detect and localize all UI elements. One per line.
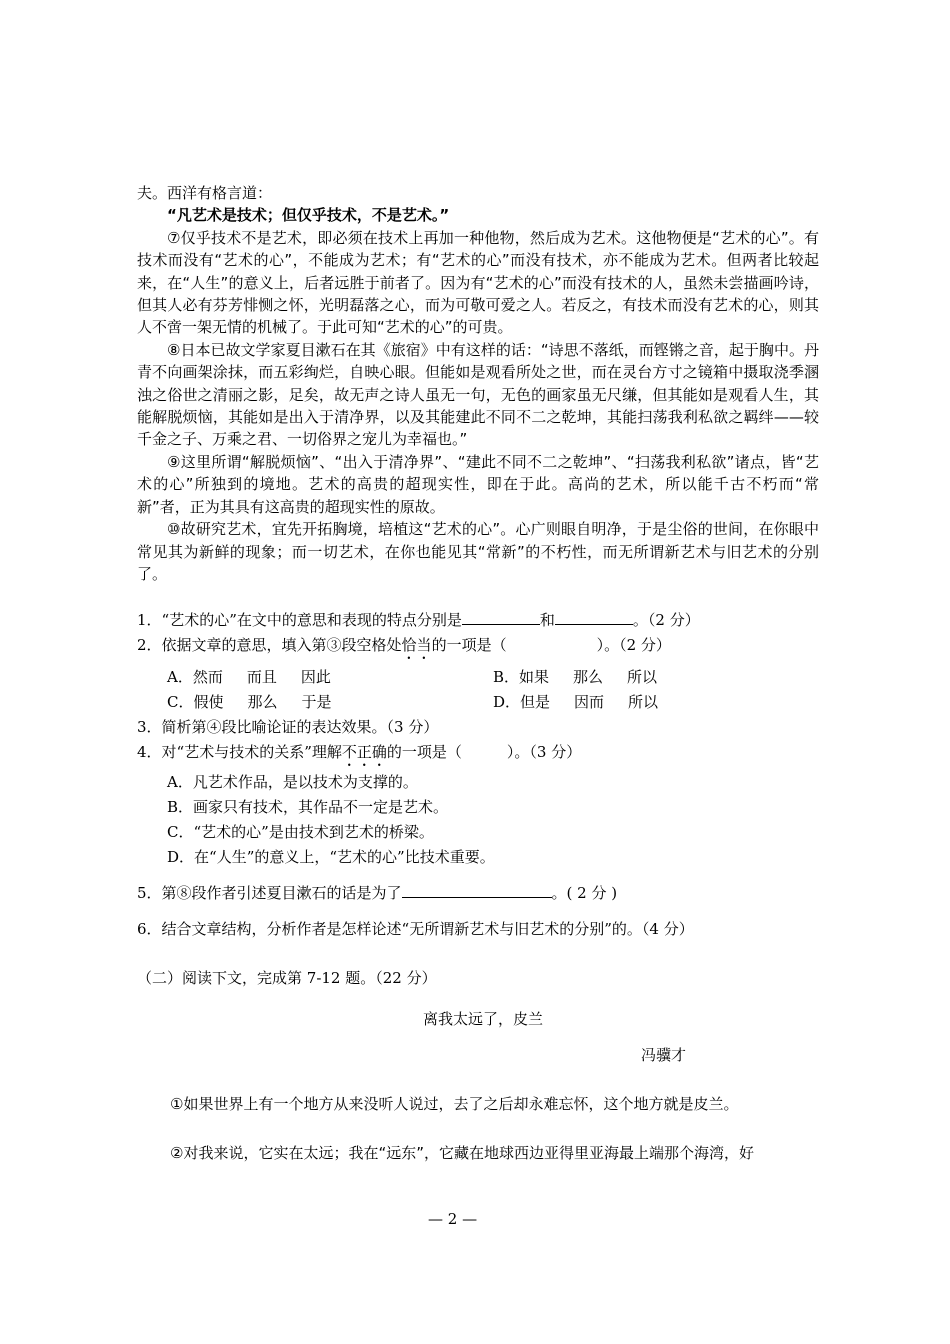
article-title: 离我太远了，皮兰: [423, 1010, 544, 1028]
question-2: [137, 633, 819, 663]
option-4d[interactable]: D．在“人生”的意义上，“艺术的心”比技术重要。: [167, 848, 495, 866]
article-paragraph-1: ①如果世界上有一个地方从来没听人说过，去了之后却永难忘怀，这个地方就是皮兰。: [170, 1095, 739, 1113]
question-1-and: 和: [539, 611, 555, 629]
question-2-text: 2．依据文章的意思，填入第③段空格处: [137, 636, 402, 654]
question-2-score: 的一项是（ ）。（2 分）: [431, 636, 671, 654]
question-5-score: 。( 2 分 ): [551, 884, 618, 902]
paragraph-10: ⑩故研究艺术，宜先开拓胸境，培植这“艺术的心”。心广则眼自明净，于是尘俗的世间，在你眼中常见其为新鲜的现象；而一切艺术，在你也能见其“常新”的不朽性，而无所谓新艺术与旧艺术的分别了。: [137, 520, 819, 583]
question-2-options-row-1: [137, 665, 819, 690]
section-two-heading: （二）阅读下文，完成第 7-12 题。（22 分）: [137, 969, 437, 987]
passage-one: [137, 182, 819, 585]
question-2-options-row-2: [137, 690, 819, 715]
paragraph-9: ⑨这里所谓“解脱烦恼”、“出入于清净界”、“建此不同不二之乾坤”、“扫荡我利私欲”诸点，皆“艺术的心”所独到的境地。艺术的高贵的超现实性，即在于此。高尚的艺术，所以能千古不朽而“常新”者，正为其具有这高贵的超现实性的原故。: [137, 452, 819, 516]
option-4a[interactable]: A．凡艺术作品，是以技术为支撑的。: [167, 773, 418, 791]
question-2-emphasis: 恰当: [401, 636, 432, 654]
option-2c[interactable]: C．假使 那么 于是: [167, 693, 332, 711]
answer-blank-1a[interactable]: [462, 607, 540, 625]
paragraph-8: ⑧日本已故文学家夏目漱石在其《旅宿》中有这样的话：“诗思不落纸，而铿锵之音，起于胸中。丹青不向画架涂抹，而五彩绚烂，自映心眼。但能如是观看所处之世，而在灵台方寸之镜箱中摄取浇季溷浊之俗世之清丽之影，足矣，故无声之诗人虽无一句，无色的画家虽无尺缣，但其能如是观看人生，其能解脱烦恼，其能如是出入于清净界，以及其能建此不同不二之乾坤，其能扫荡我利私欲之羁绊——较千金之子、万乘之君、一切俗界之宠儿为幸福也。”: [137, 340, 819, 449]
questions-block: [137, 607, 819, 870]
option-4c[interactable]: C．“艺术的心”是由技术到艺术的桥梁。: [167, 823, 434, 841]
question-4-score: 的一项是（ ）。（3 分）: [386, 743, 582, 761]
option-2a[interactable]: A．然而 而且 因此: [167, 668, 331, 686]
question-1-text: 1．“艺术的心”在文中的意思和表现的特点分别是: [137, 611, 462, 629]
answer-blank-1b[interactable]: [555, 607, 633, 625]
article-author: 冯骥才: [641, 1046, 687, 1064]
option-2d[interactable]: D．但是 因而 所以: [493, 693, 659, 711]
question-3: 3．简析第④段比喻论证的表达效果。（3 分）: [137, 718, 439, 736]
passage-line-0: 夫。西洋有格言道：: [137, 184, 273, 202]
page-number: — 2 —: [428, 1210, 478, 1228]
question-5-text: 5．第⑧段作者引述夏目漱石的话是为了: [137, 884, 402, 902]
motto-quote: “凡艺术是技术；但仅乎技术，不是艺术。”: [167, 206, 450, 225]
option-4b[interactable]: B．画家只有技术，其作品不一定是艺术。: [167, 798, 449, 816]
question-4-emphasis: 不正确: [341, 743, 387, 761]
article-paragraph-2: ②对我来说，它实在太远；我在“远东”，它藏在地球西边亚得里亚海最上端那个海湾，好: [170, 1144, 754, 1162]
question-5: [137, 880, 617, 906]
paragraph-7: ⑦仅乎技术不是艺术，即必须在技术上再加一种他物，然后成为艺术。这他物便是“艺术的心”。有技术而没有“艺术的心”，不能成为艺术；有“艺术的心”而没有技术，亦不能成为艺术。但两者比较起来，在“人生”的意义上，后者远胜于前者了。因为有“艺术的心”而没有技术的人，虽然未尝描画吟诗，但其人必有芬芳悱恻之怀，光明磊落之心，而为可敬可爱之人。若反之，有技术而没有艺术的心，则其人不啻一架无情的机械了。于此可知“艺术的心”的可贵。: [137, 228, 819, 337]
option-2b[interactable]: B．如果 那么 所以: [493, 668, 658, 686]
question-4: [137, 740, 819, 770]
answer-blank-5[interactable]: [402, 880, 552, 898]
question-6: 6．结合文章结构，分析作者是怎样论述“无所谓新艺术与旧艺术的分别”的。（4 分）: [137, 920, 694, 938]
question-4-text: 4．对“艺术与技术的关系”理解: [137, 743, 342, 761]
question-1-score: 。（2 分）: [632, 611, 700, 629]
question-1: [137, 607, 819, 633]
